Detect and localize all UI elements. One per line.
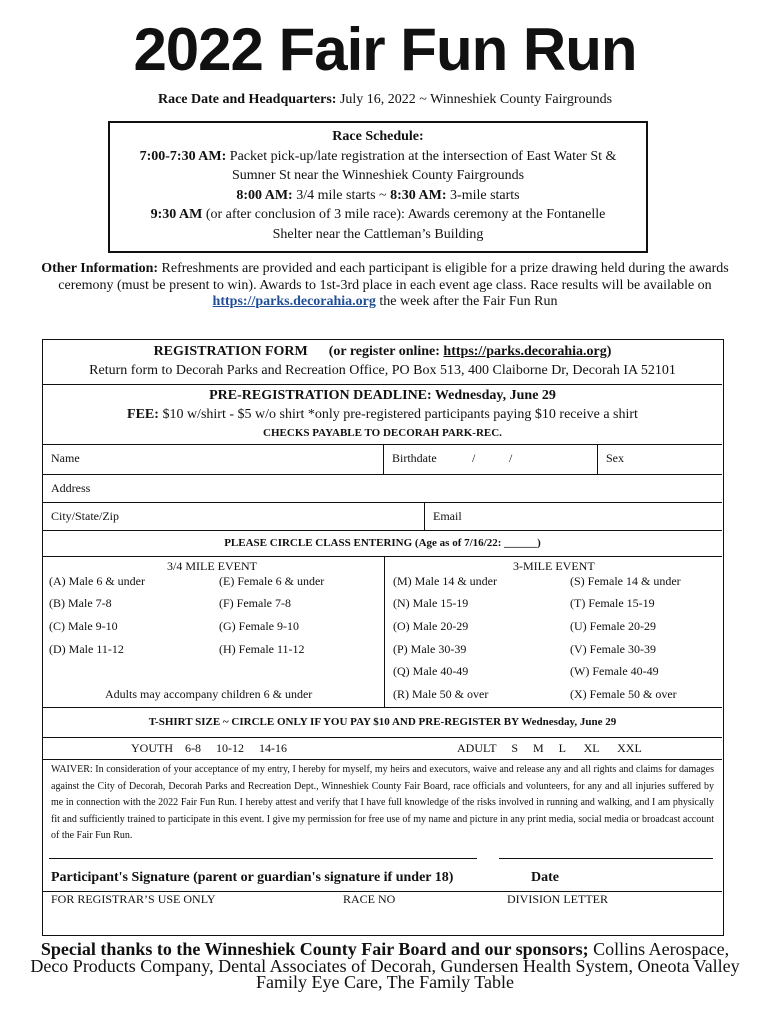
class-option[interactable]: (M) Male 14 & under: [393, 574, 497, 588]
form-online-prefix: (or register online:: [328, 344, 440, 359]
other-info-text: Refreshments are provided and each participant is eligible for a prize drawing held during the awards ceremony (must be present to win). Awards to 1st-3rd place in each event age class. Race results will be available on: [58, 261, 729, 293]
class-option[interactable]: (O) Male 20-29: [393, 619, 469, 633]
schedule-line-4: [110, 205, 646, 225]
name-label: Name: [51, 451, 80, 465]
adult-sizes[interactable]: ADULT S M L XL XXL: [457, 741, 642, 755]
signature-line[interactable]: [49, 858, 477, 859]
date-label: Date: [531, 870, 559, 885]
class-option[interactable]: (E) Female 6 & under: [219, 574, 325, 588]
class-option[interactable]: (V) Female 30-39: [570, 642, 656, 656]
class-option[interactable]: (H) Female 11-12: [219, 642, 305, 656]
class-option[interactable]: (F) Female 7-8: [219, 596, 291, 610]
form-address-row: [43, 475, 722, 503]
schedule-time-1: 7:00-7:30 AM:: [139, 148, 227, 164]
deadline-line: [43, 386, 722, 405]
three-quarter-heading: 3/4 MILE EVENT: [167, 559, 257, 573]
schedule-time-3b: 8:30 AM:: [390, 187, 447, 203]
page-title: 2022 Fair Fun Run: [133, 16, 637, 83]
waiver-text: WAIVER: In consideration of your acceptance of my entry, I hereby for myself, my heirs and executors, waive and release any and all rights and claims for damages against the City of Decorah, Decorah Parks and Recreation Dept., Winneshiek County Fair Board, race officials and volunteers, for any and all injuries suffered by me in connection with the 2022 Fair Fun Run. I hereby attest and verify that I have full knowledge of the risks involved in running and walking, and I am physically fit and sufficiently trained to participate in this event. I give my permission for free use of my name and picture in any print media, social media or broadcast account of the Fair Fun Run.: [51, 764, 714, 841]
class-option[interactable]: (R) Male 50 & over: [393, 687, 489, 701]
form-title-block: [43, 340, 722, 380]
schedule-text-1: Packet pick-up/late registration at the intersection of East Water St &: [229, 148, 617, 164]
sponsor-thanks: [30, 941, 740, 991]
fee-text: $10 w/shirt - $5 w/o shirt *only pre-registered participants paying $10 receive a shirt: [162, 407, 638, 422]
sex-label: Sex: [606, 451, 624, 465]
tshirt-heading: T-SHIRT SIZE ~ CIRCLE ONLY IF YOU PAY $10 AND PRE-REGISTER BY Wednesday, June 29: [148, 716, 617, 728]
tshirt-heading-row: [43, 708, 722, 738]
schedule-heading: Race Schedule:: [332, 129, 424, 144]
youth-sizes[interactable]: YOUTH 6-8 10-12 14-16: [131, 741, 287, 755]
birthdate-field[interactable]: [384, 445, 597, 474]
schedule-line-3: [110, 186, 646, 206]
class-option[interactable]: (Q) Male 40-49: [393, 664, 469, 678]
race-no-label: RACE NO: [343, 892, 396, 906]
registrar-label: FOR REGISTRAR’S USE ONLY: [51, 892, 216, 906]
schedule-line-2: Sumner St near the Winneshiek County Fairgrounds: [231, 168, 525, 183]
race-schedule-box: [108, 121, 648, 253]
city-label: City/State/Zip: [51, 509, 119, 523]
divider: [384, 557, 385, 707]
class-selection-row: [43, 557, 722, 708]
birthdate-slash-1: /: [472, 451, 476, 465]
sex-field[interactable]: [598, 445, 722, 474]
class-heading: PLEASE CIRCLE CLASS ENTERING (Age as of 7/16/22: ______): [224, 537, 541, 549]
class-option[interactable]: (A) Male 6 & under: [49, 574, 145, 588]
signature-label: Participant's Signature (parent or guardian's signature if under 18): [51, 870, 454, 885]
other-information: [40, 261, 730, 311]
registration-form: [42, 339, 724, 936]
deadline-text: PRE-REGISTRATION DEADLINE: Wednesday, June 29: [209, 388, 556, 403]
other-info-text-after: the week after the Fair Fun Run: [379, 294, 558, 309]
race-date-label: Race Date and Headquarters:: [157, 92, 337, 107]
address-field[interactable]: [43, 475, 722, 502]
adults-note: Adults may accompany children 6 & under: [105, 687, 313, 701]
class-option[interactable]: (T) Female 15-19: [570, 596, 655, 610]
class-heading-row: [43, 531, 722, 557]
tshirt-sizes-row: [43, 738, 722, 760]
race-date-value: July 16, 2022 ~ Winneshiek County Fairgrounds: [339, 92, 613, 107]
class-option[interactable]: (P) Male 30-39: [393, 642, 467, 656]
fee-label: FEE:: [127, 407, 159, 422]
address-label: Address: [51, 481, 91, 495]
schedule-time-3a: 8:00 AM:: [236, 187, 293, 203]
registrar-row: [43, 892, 722, 934]
class-option[interactable]: (G) Female 9-10: [219, 619, 299, 633]
class-option[interactable]: (C) Male 9-10: [49, 619, 118, 633]
form-title-line: [43, 342, 722, 361]
schedule-line-1: [110, 147, 646, 167]
schedule-text-3b: 3-mile starts: [450, 187, 520, 203]
waiver-row: [43, 760, 722, 892]
class-option[interactable]: (X) Female 50 & over: [570, 687, 677, 701]
other-info-label: Other Information:: [41, 261, 159, 276]
division-letter-label: DIVISION LETTER: [507, 892, 608, 906]
city-field[interactable]: [43, 503, 424, 530]
form-name-row: [43, 445, 722, 475]
results-link[interactable]: https://parks.decorahia.org: [212, 294, 376, 309]
birthdate-label: Birthdate: [392, 451, 437, 465]
race-date-line: [0, 92, 770, 108]
class-option[interactable]: (W) Female 40-49: [570, 664, 659, 678]
thanks-sponsors: Collins Aerospace, Deco Products Company, Dental Associates of Decorah, Gundersen Health System, Oneota Valley Family Eye Care, The Family Table: [30, 939, 740, 992]
thanks-bold: Special thanks to the Winneshiek County Fair Board and our sponsors;: [40, 939, 589, 959]
deadline-block: [43, 385, 722, 443]
class-option[interactable]: (N) Male 15-19: [393, 596, 469, 610]
checks-payable: CHECKS PAYABLE TO DECORAH PARK-REC.: [263, 427, 502, 439]
form-title-row: [43, 340, 722, 385]
schedule-time-4: 9:30 AM: [150, 207, 203, 222]
birthdate-slash-2: /: [509, 451, 513, 465]
schedule-line-5: Shelter near the Cattleman’s Building: [272, 226, 484, 242]
three-mile-heading: 3-MILE EVENT: [513, 559, 595, 573]
class-option[interactable]: (S) Female 14 & under: [570, 574, 681, 588]
fee-line: [43, 405, 722, 424]
email-label: Email: [433, 509, 462, 523]
schedule-text-4: (or after conclusion of 3 mile race): Awards ceremony at the Fontanelle: [205, 207, 606, 222]
form-online-link[interactable]: https://parks.decorahia.org: [443, 344, 607, 359]
date-line[interactable]: [499, 858, 713, 859]
form-deadline-row: [43, 385, 722, 445]
email-field[interactable]: [425, 503, 722, 530]
class-option[interactable]: (U) Female 20-29: [570, 619, 656, 633]
form-city-row: [43, 503, 722, 531]
class-option[interactable]: (D) Male 11-12: [49, 642, 124, 656]
form-title: REGISTRATION FORM: [153, 344, 308, 359]
name-field[interactable]: [43, 445, 383, 474]
class-option[interactable]: (B) Male 7-8: [49, 596, 112, 610]
form-online-suffix: ): [606, 344, 612, 359]
form-return-line: Return form to Decorah Parks and Recreation Office, PO Box 513, 400 Claiborne Dr, Decorah IA 52101: [89, 363, 676, 378]
schedule-text-3a: 3/4 mile starts ~: [296, 187, 391, 203]
